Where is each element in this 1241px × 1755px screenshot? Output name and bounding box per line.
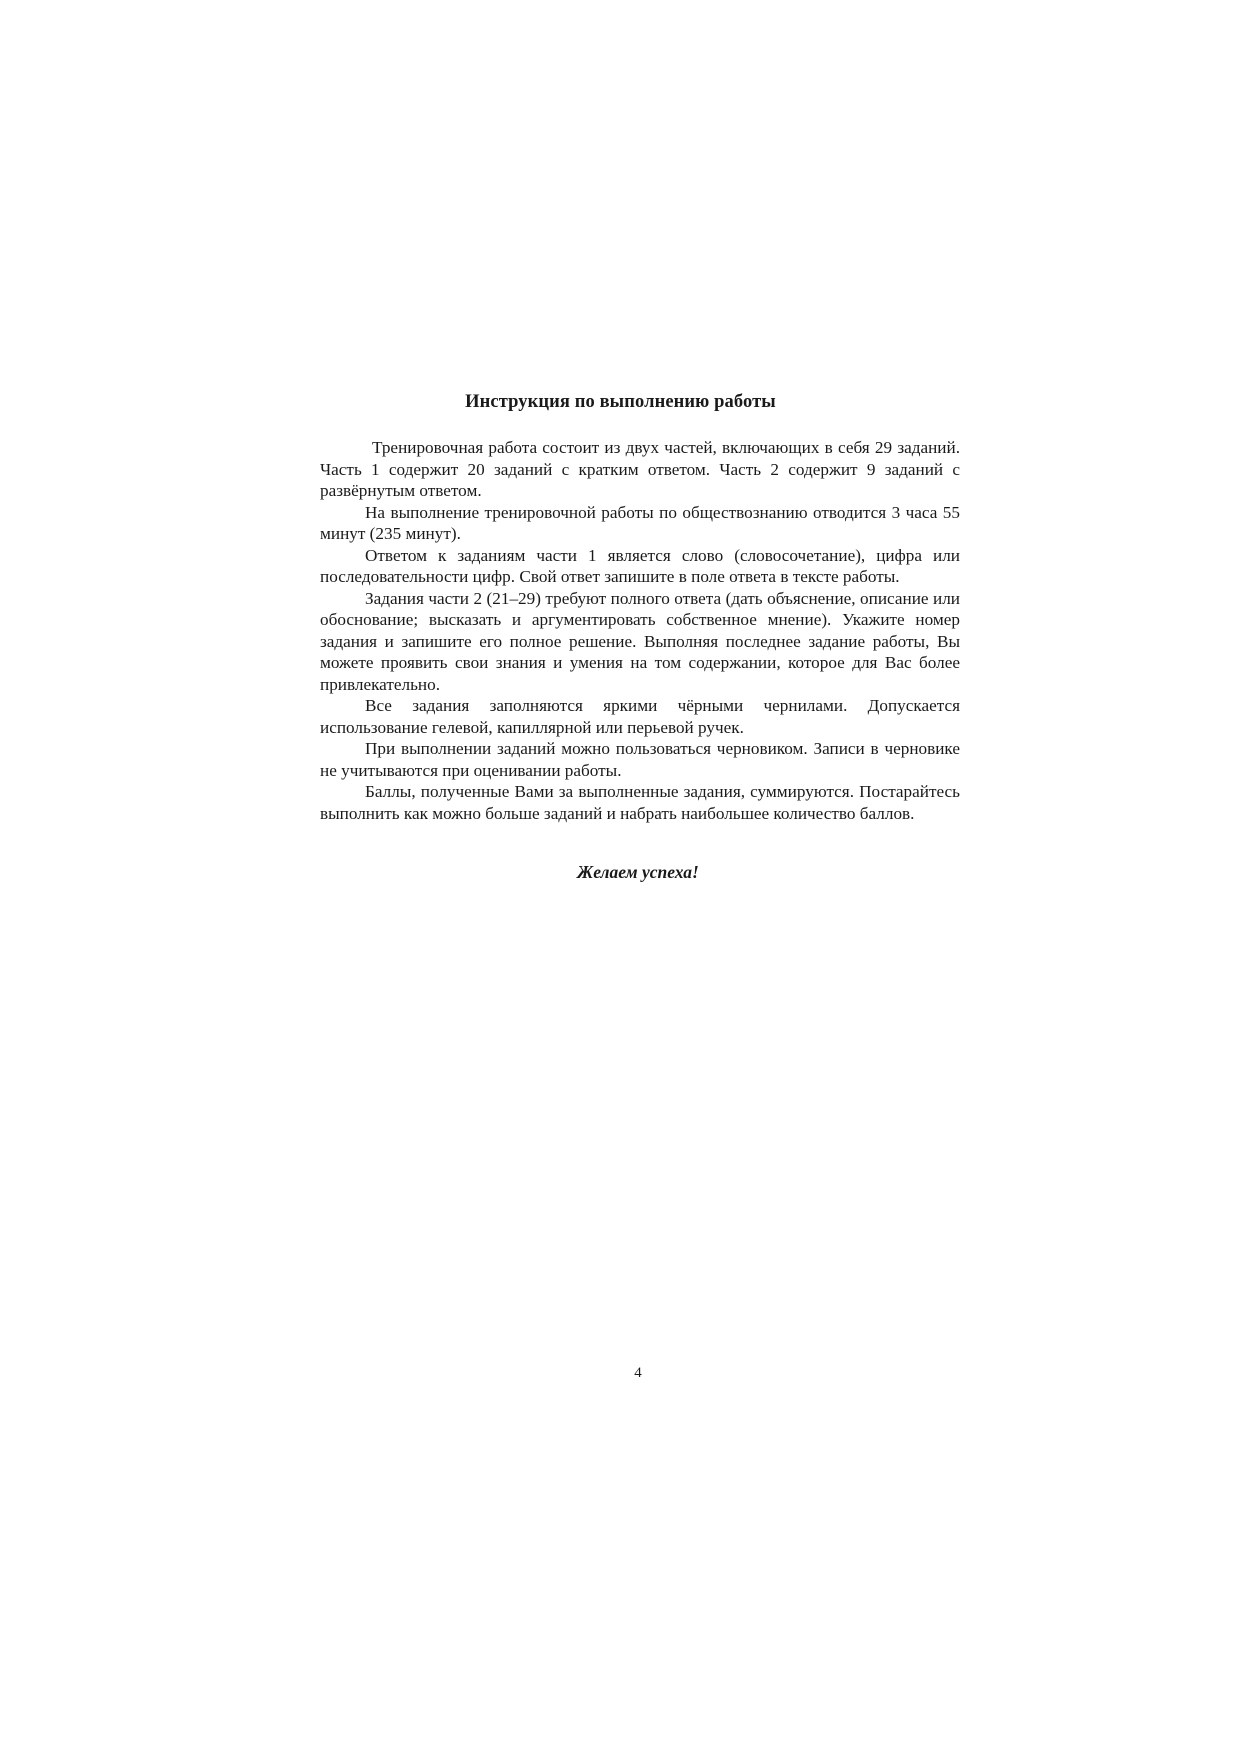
page-number: 4 bbox=[634, 1365, 642, 1381]
instruction-title: Инструкция по выполнению работы bbox=[465, 392, 776, 412]
paragraph-time: На выполнение тренировочной работы по обществознанию отводится 3 часа 55 минут (235 минут). bbox=[320, 502, 960, 543]
paragraph-part1-answers: Ответом к заданиям части 1 является слово (словосочетание), цифра или последовательности цифр. Свой ответ запишите в поле ответа в тексте работы. bbox=[320, 545, 960, 586]
paragraph-structure: Тренировочная работа состоит из двух частей, включающих в себя 29 заданий. Часть 1 содержит 20 заданий с кратким ответом. Часть 2 содержит 9 заданий с развёрнутым ответом. bbox=[320, 438, 960, 500]
paragraph-ink: Все задания заполняются яркими чёрными чернилами. Допускается использование гелевой, капиллярной или перьевой ручек. bbox=[320, 696, 960, 737]
paragraph-part2-answers: Задания части 2 (21–29) требуют полного ответа (дать объяснение, описание или обоснование; высказать и аргументировать собственное мнение). Укажите номер задания и запишите его полное решение. Выполняя последнее задание работы, Вы можете проявить свои знания и умения на том содержании, которое для Вас более привлекательно. bbox=[320, 588, 960, 694]
paragraph-draft: При выполнении заданий можно пользоваться черновиком. Записи в черновике не учитываются при оценивании работы. bbox=[320, 739, 960, 780]
closing-wish: Желаем успеха! bbox=[577, 862, 699, 882]
paragraph-scoring: Баллы, полученные Вами за выполненные задания, суммируются. Постарайтесь выполнить как можно больше заданий и набрать наибольшее количество баллов. bbox=[320, 782, 960, 823]
instruction-body bbox=[320, 437, 960, 824]
